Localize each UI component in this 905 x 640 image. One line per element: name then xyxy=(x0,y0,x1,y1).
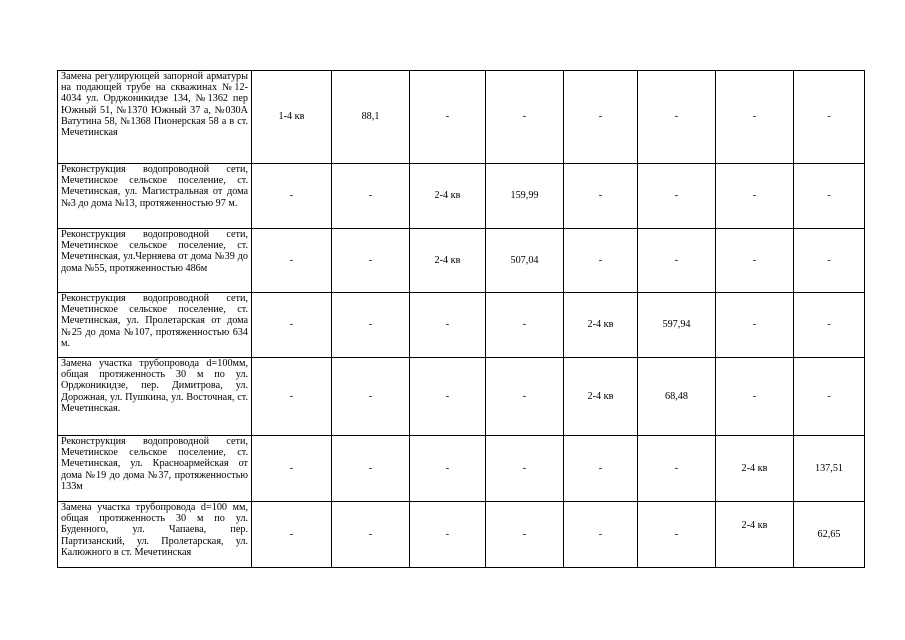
table-cell: - xyxy=(252,502,332,568)
table-row xyxy=(58,358,865,436)
work-description: Замена участка трубопровода d=100 мм, общая протяженность 30 м по ул. Буденного, ул. Чапаева, пер. Партизанский, ул. Пролетарская, ул. Калюжного в ст. Мечетинская xyxy=(58,502,252,568)
table-row xyxy=(58,229,865,293)
table-row xyxy=(58,71,865,164)
table-cell: - xyxy=(410,502,486,568)
table-cell: - xyxy=(638,164,716,229)
table-cell: 2-4 кв xyxy=(410,164,486,229)
work-description: Замена участка трубопровода d=100мм, общая протяженность 30 м по ул. Орджоникидзе, пер. Димитрова, ул. Дорожная, ул. Пушкина, ул. Восточная, ст. Мечетинская. xyxy=(58,358,252,436)
table-cell: - xyxy=(252,164,332,229)
table-cell: - xyxy=(638,436,716,502)
table-cell: 507,04 xyxy=(486,229,564,293)
table-cell: - xyxy=(794,358,865,436)
table-cell: - xyxy=(564,436,638,502)
table-cell: 159,99 xyxy=(486,164,564,229)
work-description: Реконструкция водопроводной сети, Мечетинское сельское поселение, ст. Мечетинская, ул. Магистральная от дома №3 до дома №13, протяженностью 97 м. xyxy=(58,164,252,229)
table-cell: 2-4 кв xyxy=(716,436,794,502)
table-cell: - xyxy=(486,358,564,436)
table-cell: - xyxy=(716,229,794,293)
table-cell: - xyxy=(252,358,332,436)
table-cell: - xyxy=(410,358,486,436)
table-row xyxy=(58,502,865,568)
table-row xyxy=(58,293,865,358)
table-cell: - xyxy=(332,436,410,502)
work-description: Реконструкция водопроводной сети, Мечетинское сельское поселение, ст. Мечетинская, ул. Пролетарская от дома №25 до дома №107, протяженностью 634 м. xyxy=(58,293,252,358)
table-cell: - xyxy=(794,164,865,229)
table-cell: - xyxy=(794,229,865,293)
table-cell: - xyxy=(486,293,564,358)
table-cell: - xyxy=(332,358,410,436)
table-cell: - xyxy=(486,502,564,568)
table-cell: - xyxy=(410,436,486,502)
table-cell: - xyxy=(332,502,410,568)
work-description: Замена регулирующей запорной арматуры на подающей трубе на скважинах №12-4034 ул. Орджоникидзе 134, №1362 пер Южный 51, №1370 Южный 37 а, №030А Ватутина 58, №1368 Пионерская 58 а в ст. Мечетинская xyxy=(58,71,252,164)
work-description: Реконструкция водопроводной сети, Мечетинское сельское поселение, ст. Мечетинская, ул. Красноармейская от дома №19 до дома №37, протяженностью 133м xyxy=(58,436,252,502)
table-cell: - xyxy=(252,436,332,502)
table-cell: - xyxy=(486,71,564,164)
table-cell: - xyxy=(564,164,638,229)
table-cell: - xyxy=(716,164,794,229)
table-cell: 68,48 xyxy=(638,358,716,436)
table-cell: - xyxy=(410,71,486,164)
table-cell: - xyxy=(252,293,332,358)
table-cell: - xyxy=(716,293,794,358)
table-cell: 62,65 xyxy=(794,502,865,568)
table-cell: - xyxy=(410,293,486,358)
table-cell: 137,51 xyxy=(794,436,865,502)
table-cell: - xyxy=(252,229,332,293)
work-description: Реконструкция водопроводной сети, Мечетинское сельское поселение, ст. Мечетинская, ул.Черняева от дома №39 до дома №55, протяженностью 486м xyxy=(58,229,252,293)
table-cell: 1-4 кв xyxy=(252,71,332,164)
table-cell: - xyxy=(564,229,638,293)
table-row xyxy=(58,436,865,502)
table-cell: - xyxy=(638,71,716,164)
table-cell: - xyxy=(794,293,865,358)
table-cell: 2-4 кв xyxy=(564,293,638,358)
works-table xyxy=(57,70,865,568)
table-cell: - xyxy=(486,436,564,502)
table-cell: 2-4 кв xyxy=(564,358,638,436)
table-cell: - xyxy=(794,71,865,164)
table-cell: - xyxy=(564,71,638,164)
table-cell: - xyxy=(638,229,716,293)
table-cell: - xyxy=(332,293,410,358)
table-cell: 88,1 xyxy=(332,71,410,164)
table-cell: - xyxy=(564,502,638,568)
table-cell: - xyxy=(332,164,410,229)
table-cell: - xyxy=(638,502,716,568)
table-cell: 2-4 кв xyxy=(716,502,794,568)
table-cell: - xyxy=(332,229,410,293)
table-cell: 2-4 кв xyxy=(410,229,486,293)
table-cell: 597,94 xyxy=(638,293,716,358)
table-row xyxy=(58,164,865,229)
table-cell: - xyxy=(716,71,794,164)
table-cell: - xyxy=(716,358,794,436)
